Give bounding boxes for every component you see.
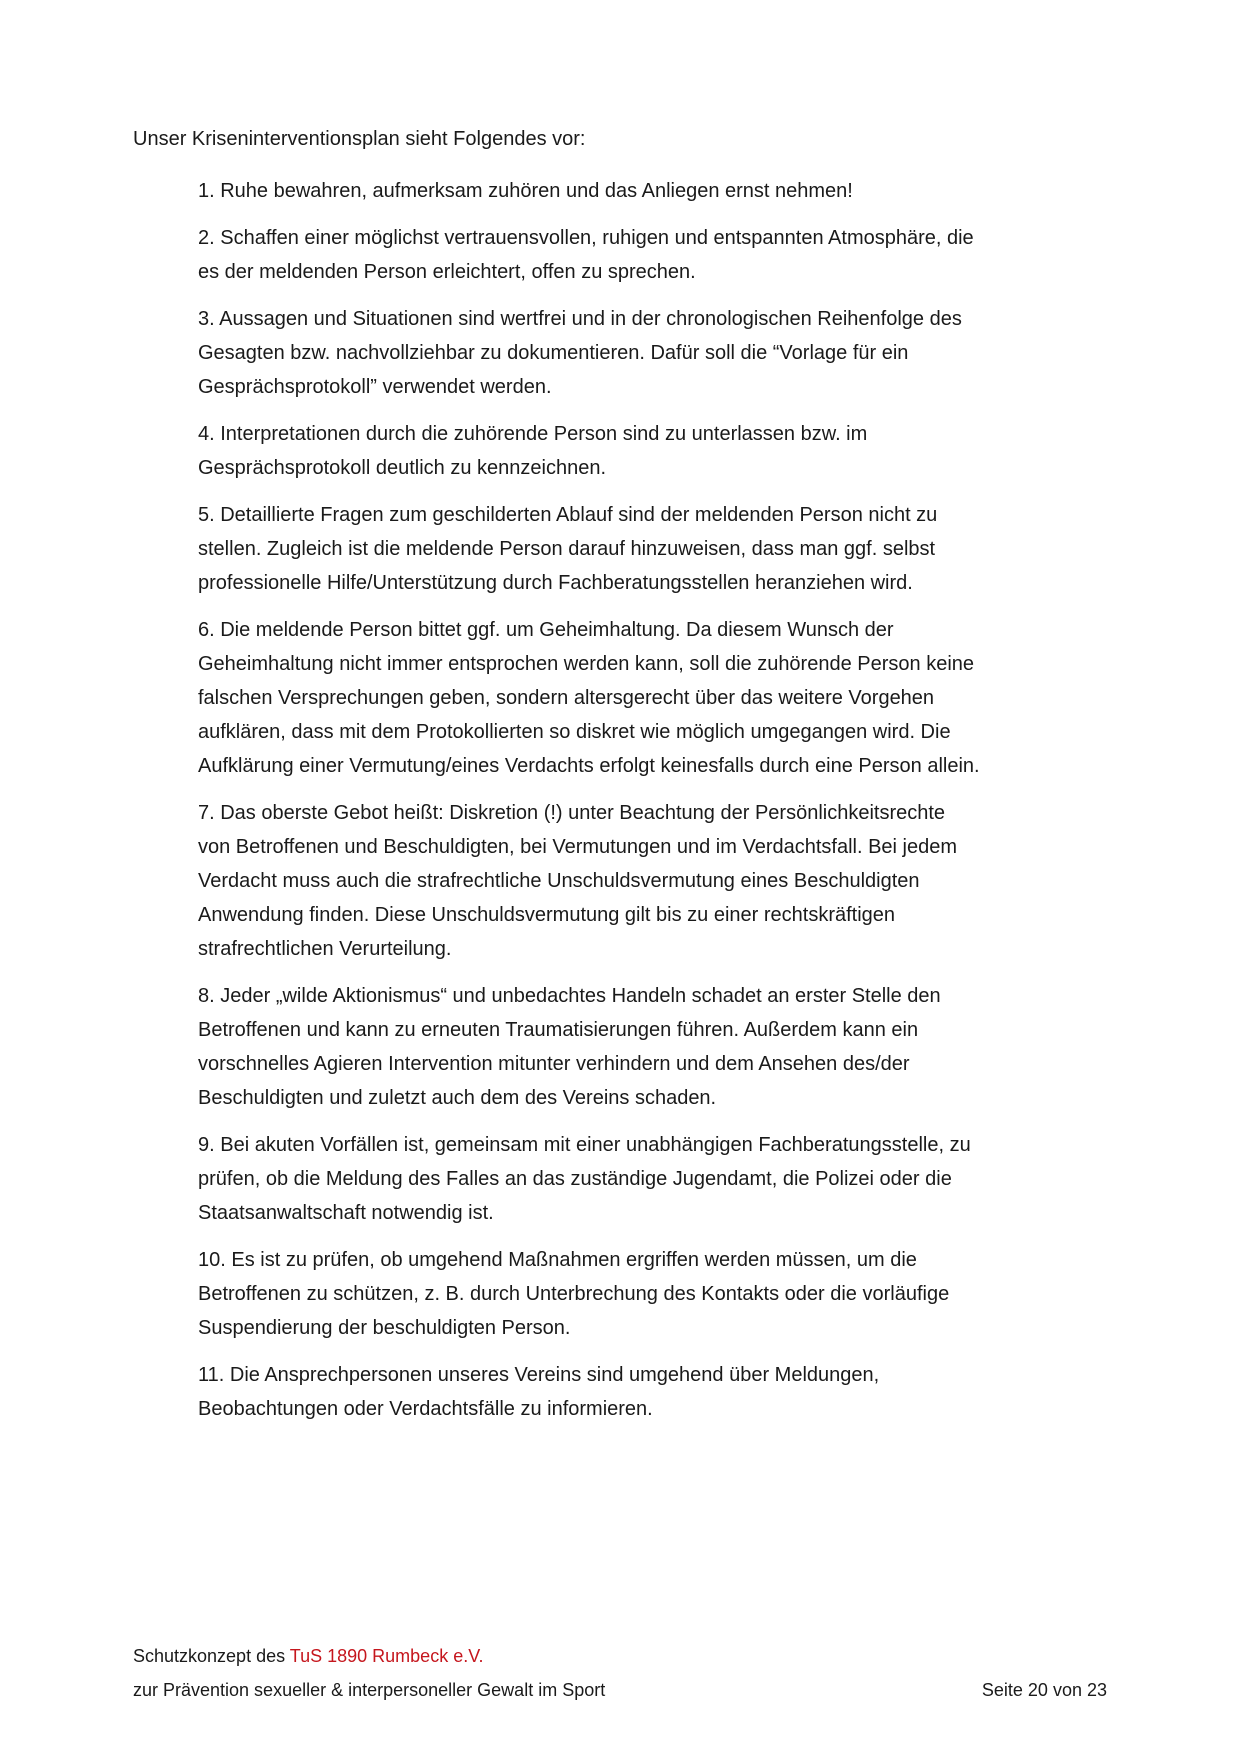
list-item-11: 11. Die Ansprechpersonen unseres Vereins sind umgehend über Meldungen, Beobachtungen oder Verdachtsfälle zu informieren. [198,1364,880,1420]
list-item-2: 2. Schaffen einer möglichst vertrauensvollen, ruhigen und entspannten Atmosphäre, die es der meldenden Person erleichtert, offen zu sprechen. [198,227,974,283]
page-footer [133,1639,1107,1707]
page-number: Seite 20 von 23 [981,1680,1107,1700]
footer-club-name: TuS 1890 Rumbeck e.V. [289,1646,484,1666]
list-item-1: 1. Ruhe bewahren, aufmerksam zuhören und das Anliegen ernst nehmen! [198,180,853,202]
list-item-6: 6. Die meldende Person bittet ggf. um Geheimhaltung. Da diesem Wunsch der Geheimhaltung nicht immer entsprochen werden kann, soll die zuhörende Person keine falschen Versprechungen geben, sondern altersgerecht über das weitere Vorgehen aufklären, dass mit dem Protokollierten so diskret wie möglich umgegangen wird. Die Aufklärung einer Vermutung/eines Verdachts erfolgt keinesfalls durch eine Person allein. [198,619,980,777]
intro-line: Unser Kriseninterventionsplan sieht Folgendes vor: [133,128,586,150]
list-item-4: 4. Interpretationen durch die zuhörende Person sind zu unterlassen bzw. im Gesprächsprotokoll deutlich zu kennzeichnen. [198,423,868,479]
footer-doc-title-prefix: Schutzkonzept des [133,1646,290,1666]
list-item-9: 9. Bei akuten Vorfällen ist, gemeinsam mit einer unabhängigen Fachberatungsstelle, zu prüfen, ob die Meldung des Falles an das zuständige Jugendamt, die Polizei oder die Staatsanwaltschaft notwendig ist. [198,1134,971,1224]
list-item-8: 8. Jeder „wilde Aktionismus“ und unbedachtes Handeln schadet an erster Stelle den Betroffenen und kann zu erneuten Traumatisierungen führen. Außerdem kann ein vorschnelles Agieren Intervention mitunter verhindern und dem Ansehen des/der Beschuldigten und zuletzt auch dem des Vereins schaden. [198,985,941,1109]
numbered-list [198,174,980,1426]
list-item-7: 7. Das oberste Gebot heißt: Diskretion (!) unter Beachtung der Persönlichkeitsrechte von Betroffenen und Beschuldigten, bei Vermutungen und im Verdachtsfall. Bei jedem Verdacht muss auch die strafrechtliche Unschuldsvermutung eines Beschuldigten Anwendung finden. Diese Unschuldsvermutung gilt bis zu einer rechtskräftigen strafrechtlichen Verurteilung. [198,802,958,960]
list-item-3: 3. Aussagen und Situationen sind wertfrei und in der chronologischen Reihenfolge des Gesagten bzw. nachvollziehbar zu dokumentieren. Dafür soll die “Vorlage für ein Gesprächsprotokoll” verwendet werden. [198,308,962,398]
list-item-10: 10. Es ist zu prüfen, ob umgehend Maßnahmen ergriffen werden müssen, um die Betroffenen zu schützen, z. B. durch Unterbrechung des Kontakts oder die vorläufige Suspendierung der beschuldigten Person. [198,1249,950,1339]
footer-left [133,1639,605,1707]
list-item-5: 5. Detaillierte Fragen zum geschilderten Ablauf sind der meldenden Person nicht zu stellen. Zugleich ist die meldende Person darauf hinzuweisen, dass man ggf. selbst professionelle Hilfe/Unterstützung durch Fachberatungsstellen heranziehen wird. [198,504,938,594]
footer-subtitle: zur Prävention sexueller & interpersoneller Gewalt im Sport [133,1680,606,1700]
footer-doc-title [133,1639,605,1673]
